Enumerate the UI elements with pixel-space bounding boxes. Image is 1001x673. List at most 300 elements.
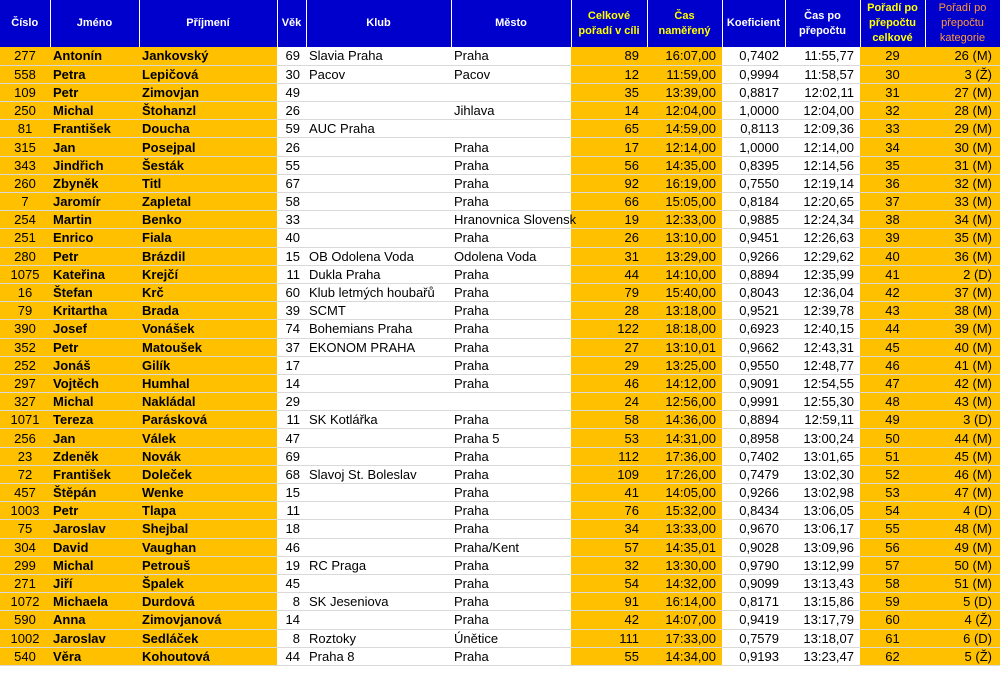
table-row[interactable] <box>0 156 1000 174</box>
table-row[interactable] <box>0 629 1000 647</box>
cell-last-name: Doucha <box>139 120 277 138</box>
cell-club <box>306 520 451 538</box>
cell-category-rank: 49 (M) <box>925 538 1000 556</box>
cell-last-name: Petrouš <box>139 556 277 574</box>
table-row[interactable] <box>0 520 1000 538</box>
cell-corrected-time: 12:26,63 <box>785 229 860 247</box>
cell-category-rank: 4 (D) <box>925 502 1000 520</box>
table-row[interactable] <box>0 283 1000 301</box>
cell-number: 109 <box>0 83 50 101</box>
cell-last-name: Lepičová <box>139 65 277 83</box>
cell-club <box>306 447 451 465</box>
cell-measured-time: 14:59,00 <box>647 120 722 138</box>
cell-category-rank: 4 (Ž) <box>925 611 1000 629</box>
cell-category-rank: 40 (M) <box>925 338 1000 356</box>
cell-category-rank: 33 (M) <box>925 193 1000 211</box>
table-row[interactable] <box>0 393 1000 411</box>
cell-measured-time: 14:32,00 <box>647 574 722 592</box>
cell-first-name: František <box>50 120 139 138</box>
cell-category-rank: 27 (M) <box>925 83 1000 101</box>
cell-club <box>306 429 451 447</box>
cell-number: 72 <box>0 465 50 483</box>
cell-coefficient: 0,7402 <box>722 447 785 465</box>
col-header-corrected-time[interactable]: Čas po přepočtu <box>785 0 860 47</box>
cell-measured-time: 18:18,00 <box>647 320 722 338</box>
cell-last-name: Štohanzl <box>139 102 277 120</box>
cell-number: 558 <box>0 65 50 83</box>
cell-last-name: Posejpal <box>139 138 277 156</box>
table-row[interactable] <box>0 65 1000 83</box>
cell-city: Praha <box>451 593 571 611</box>
cell-corrected-rank: 32 <box>860 102 925 120</box>
cell-overall-finish: 55 <box>571 647 647 665</box>
cell-measured-time: 13:10,01 <box>647 338 722 356</box>
table-row[interactable] <box>0 356 1000 374</box>
cell-age: 46 <box>277 538 306 556</box>
cell-number: 1071 <box>0 411 50 429</box>
cell-first-name: Jan <box>50 429 139 447</box>
cell-corrected-time: 12:35,99 <box>785 265 860 283</box>
cell-corrected-rank: 50 <box>860 429 925 447</box>
cell-category-rank: 50 (M) <box>925 556 1000 574</box>
table-body <box>0 47 1000 665</box>
cell-number: 1002 <box>0 629 50 647</box>
cell-age: 14 <box>277 374 306 392</box>
cell-last-name: Matoušek <box>139 338 277 356</box>
cell-number: 540 <box>0 647 50 665</box>
cell-overall-finish: 27 <box>571 338 647 356</box>
cell-last-name: Sedláček <box>139 629 277 647</box>
cell-category-rank: 42 (M) <box>925 374 1000 392</box>
table-row[interactable] <box>0 538 1000 556</box>
cell-corrected-time: 13:06,05 <box>785 502 860 520</box>
col-header-last-name[interactable]: Příjmení <box>139 0 277 47</box>
cell-overall-finish: 31 <box>571 247 647 265</box>
table-row[interactable] <box>0 502 1000 520</box>
cell-measured-time: 16:07,00 <box>647 47 722 65</box>
cell-club: EKONOM PRAHA <box>306 338 451 356</box>
cell-corrected-time: 13:13,43 <box>785 574 860 592</box>
cell-corrected-time: 13:17,79 <box>785 611 860 629</box>
cell-number: 297 <box>0 374 50 392</box>
cell-number: 343 <box>0 156 50 174</box>
cell-number: 254 <box>0 211 50 229</box>
cell-category-rank: 41 (M) <box>925 356 1000 374</box>
cell-age: 8 <box>277 593 306 611</box>
table-row[interactable] <box>0 647 1000 665</box>
cell-corrected-rank: 44 <box>860 320 925 338</box>
cell-club <box>306 83 451 101</box>
cell-city: Jihlava <box>451 102 571 120</box>
cell-city: Praha <box>451 374 571 392</box>
table-row[interactable] <box>0 593 1000 611</box>
cell-club: RC Praga <box>306 556 451 574</box>
cell-city <box>451 83 571 101</box>
cell-number: 256 <box>0 429 50 447</box>
cell-overall-finish: 76 <box>571 502 647 520</box>
cell-overall-finish: 26 <box>571 229 647 247</box>
cell-age: 18 <box>277 520 306 538</box>
cell-measured-time: 14:10,00 <box>647 265 722 283</box>
cell-first-name: Kritartha <box>50 302 139 320</box>
cell-club: Praha 8 <box>306 647 451 665</box>
cell-measured-time: 17:26,00 <box>647 465 722 483</box>
cell-category-rank: 6 (D) <box>925 629 1000 647</box>
cell-number: 1075 <box>0 265 50 283</box>
cell-city: Praha <box>451 465 571 483</box>
cell-number: 252 <box>0 356 50 374</box>
cell-category-rank: 37 (M) <box>925 283 1000 301</box>
cell-corrected-time: 13:01,65 <box>785 447 860 465</box>
cell-corrected-rank: 45 <box>860 338 925 356</box>
cell-city: Praha 5 <box>451 429 571 447</box>
cell-first-name: Anna <box>50 611 139 629</box>
cell-corrected-rank: 56 <box>860 538 925 556</box>
cell-age: 74 <box>277 320 306 338</box>
cell-age: 59 <box>277 120 306 138</box>
cell-overall-finish: 89 <box>571 47 647 65</box>
cell-corrected-rank: 53 <box>860 484 925 502</box>
cell-first-name: Jaromír <box>50 193 139 211</box>
cell-last-name: Benko <box>139 211 277 229</box>
cell-club <box>306 229 451 247</box>
cell-overall-finish: 41 <box>571 484 647 502</box>
cell-age: 55 <box>277 156 306 174</box>
cell-category-rank: 3 (Ž) <box>925 65 1000 83</box>
cell-measured-time: 14:35,01 <box>647 538 722 556</box>
cell-coefficient: 0,9451 <box>722 229 785 247</box>
cell-coefficient: 0,9662 <box>722 338 785 356</box>
cell-coefficient: 0,9550 <box>722 356 785 374</box>
cell-first-name: Kateřina <box>50 265 139 283</box>
cell-coefficient: 0,9266 <box>722 247 785 265</box>
cell-city: Praha <box>451 193 571 211</box>
cell-coefficient: 0,9099 <box>722 574 785 592</box>
cell-first-name: Josef <box>50 320 139 338</box>
cell-coefficient: 0,7479 <box>722 465 785 483</box>
cell-overall-finish: 34 <box>571 520 647 538</box>
cell-last-name: Brázdil <box>139 247 277 265</box>
cell-number: 280 <box>0 247 50 265</box>
cell-corrected-time: 13:02,98 <box>785 484 860 502</box>
header-row <box>0 0 1000 47</box>
table-row[interactable] <box>0 484 1000 502</box>
cell-measured-time: 12:04,00 <box>647 102 722 120</box>
cell-first-name: Jonáš <box>50 356 139 374</box>
cell-first-name: Zdeněk <box>50 447 139 465</box>
table-row[interactable] <box>0 320 1000 338</box>
cell-corrected-rank: 41 <box>860 265 925 283</box>
cell-overall-finish: 112 <box>571 447 647 465</box>
cell-last-name: Krč <box>139 283 277 301</box>
table-row[interactable] <box>0 374 1000 392</box>
cell-age: 14 <box>277 611 306 629</box>
table-row[interactable] <box>0 193 1000 211</box>
cell-city: Praha <box>451 338 571 356</box>
table-row[interactable] <box>0 229 1000 247</box>
cell-age: 45 <box>277 574 306 592</box>
table-row[interactable] <box>0 265 1000 283</box>
cell-club: SCMT <box>306 302 451 320</box>
cell-age: 33 <box>277 211 306 229</box>
cell-number: 16 <box>0 283 50 301</box>
table-row[interactable] <box>0 429 1000 447</box>
cell-category-rank: 35 (M) <box>925 229 1000 247</box>
cell-overall-finish: 14 <box>571 102 647 120</box>
cell-number: 23 <box>0 447 50 465</box>
table-row[interactable] <box>0 338 1000 356</box>
cell-corrected-time: 12:19,14 <box>785 174 860 192</box>
cell-coefficient: 0,9091 <box>722 374 785 392</box>
cell-last-name: Humhal <box>139 374 277 392</box>
cell-corrected-time: 12:24,34 <box>785 211 860 229</box>
col-header-coefficient[interactable]: Koeficient <box>722 0 785 47</box>
cell-age: 11 <box>277 411 306 429</box>
cell-measured-time: 17:36,00 <box>647 447 722 465</box>
cell-number: 271 <box>0 574 50 592</box>
cell-coefficient: 0,8817 <box>722 83 785 101</box>
cell-measured-time: 14:07,00 <box>647 611 722 629</box>
cell-city: Praha <box>451 356 571 374</box>
cell-city: Hranovnica Slovensk <box>451 211 571 229</box>
cell-number: 7 <box>0 193 50 211</box>
table-row[interactable] <box>0 102 1000 120</box>
cell-first-name: Věra <box>50 647 139 665</box>
cell-coefficient: 0,9193 <box>722 647 785 665</box>
cell-city: Praha <box>451 520 571 538</box>
table-row[interactable] <box>0 138 1000 156</box>
table-row[interactable] <box>0 302 1000 320</box>
cell-age: 17 <box>277 356 306 374</box>
table-row[interactable] <box>0 211 1000 229</box>
cell-city: Praha <box>451 647 571 665</box>
cell-measured-time: 15:32,00 <box>647 502 722 520</box>
cell-club <box>306 502 451 520</box>
cell-corrected-rank: 61 <box>860 629 925 647</box>
table-row[interactable] <box>0 120 1000 138</box>
cell-coefficient: 0,9790 <box>722 556 785 574</box>
cell-first-name: Michal <box>50 102 139 120</box>
cell-last-name: Nakládal <box>139 393 277 411</box>
cell-overall-finish: 92 <box>571 174 647 192</box>
cell-club: Dukla Praha <box>306 265 451 283</box>
cell-measured-time: 14:34,00 <box>647 647 722 665</box>
cell-last-name: Vaughan <box>139 538 277 556</box>
cell-age: 58 <box>277 193 306 211</box>
table-row[interactable] <box>0 83 1000 101</box>
col-header-club[interactable]: Klub <box>306 0 451 47</box>
cell-number: 1072 <box>0 593 50 611</box>
cell-club <box>306 138 451 156</box>
cell-category-rank: 32 (M) <box>925 174 1000 192</box>
cell-number: 250 <box>0 102 50 120</box>
cell-club: AUC Praha <box>306 120 451 138</box>
cell-last-name: Kohoutová <box>139 647 277 665</box>
cell-first-name: Petr <box>50 502 139 520</box>
cell-first-name: Michal <box>50 393 139 411</box>
col-header-category-rank[interactable]: Pořadí po přepočtu kategorie <box>925 0 1000 47</box>
cell-number: 79 <box>0 302 50 320</box>
table-row[interactable] <box>0 174 1000 192</box>
table-row[interactable] <box>0 465 1000 483</box>
cell-last-name: Vonášek <box>139 320 277 338</box>
cell-number: 390 <box>0 320 50 338</box>
cell-club: Klub letmých houbařů <box>306 283 451 301</box>
cell-club: SK Kotlářka <box>306 411 451 429</box>
cell-corrected-rank: 48 <box>860 393 925 411</box>
cell-coefficient: 0,9266 <box>722 484 785 502</box>
col-header-city[interactable]: Město <box>451 0 571 47</box>
cell-overall-finish: 109 <box>571 465 647 483</box>
cell-overall-finish: 58 <box>571 411 647 429</box>
cell-last-name: Doleček <box>139 465 277 483</box>
col-header-age[interactable]: Věk <box>277 0 306 47</box>
cell-coefficient: 0,9670 <box>722 520 785 538</box>
table-row[interactable] <box>0 556 1000 574</box>
cell-corrected-rank: 47 <box>860 374 925 392</box>
table-row[interactable] <box>0 447 1000 465</box>
cell-corrected-time: 12:20,65 <box>785 193 860 211</box>
cell-club: Roztoky <box>306 629 451 647</box>
cell-measured-time: 16:14,00 <box>647 593 722 611</box>
cell-measured-time: 14:05,00 <box>647 484 722 502</box>
table-row[interactable] <box>0 47 1000 65</box>
cell-first-name: David <box>50 538 139 556</box>
cell-city: Praha <box>451 574 571 592</box>
cell-overall-finish: 66 <box>571 193 647 211</box>
cell-measured-time: 12:14,00 <box>647 138 722 156</box>
cell-last-name: Novák <box>139 447 277 465</box>
table-row[interactable] <box>0 247 1000 265</box>
cell-club <box>306 484 451 502</box>
cell-category-rank: 3 (D) <box>925 411 1000 429</box>
cell-corrected-time: 13:00,24 <box>785 429 860 447</box>
cell-coefficient: 0,7579 <box>722 629 785 647</box>
cell-overall-finish: 19 <box>571 211 647 229</box>
cell-number: 1003 <box>0 502 50 520</box>
cell-number: 327 <box>0 393 50 411</box>
cell-club <box>306 174 451 192</box>
cell-coefficient: 0,8171 <box>722 593 785 611</box>
cell-club: SK Jeseniova <box>306 593 451 611</box>
cell-city: Praha <box>451 447 571 465</box>
cell-city: Praha <box>451 302 571 320</box>
cell-number: 315 <box>0 138 50 156</box>
cell-number: 457 <box>0 484 50 502</box>
cell-overall-finish: 28 <box>571 302 647 320</box>
cell-coefficient: 0,8958 <box>722 429 785 447</box>
cell-overall-finish: 42 <box>571 611 647 629</box>
cell-measured-time: 12:33,00 <box>647 211 722 229</box>
cell-coefficient: 0,7550 <box>722 174 785 192</box>
cell-measured-time: 13:25,00 <box>647 356 722 374</box>
cell-city: Praha <box>451 229 571 247</box>
cell-first-name: Tereza <box>50 411 139 429</box>
cell-coefficient: 0,9028 <box>722 538 785 556</box>
cell-first-name: Jan <box>50 138 139 156</box>
cell-first-name: Jaroslav <box>50 629 139 647</box>
cell-measured-time: 11:59,00 <box>647 65 722 83</box>
cell-last-name: Špalek <box>139 574 277 592</box>
col-header-corrected-rank[interactable]: Pořadí po přepočtu celkové <box>860 0 925 47</box>
cell-age: 67 <box>277 174 306 192</box>
cell-measured-time: 14:35,00 <box>647 156 722 174</box>
cell-corrected-time: 12:14,56 <box>785 156 860 174</box>
cell-corrected-time: 12:48,77 <box>785 356 860 374</box>
cell-club <box>306 193 451 211</box>
cell-category-rank: 48 (M) <box>925 520 1000 538</box>
cell-corrected-rank: 58 <box>860 574 925 592</box>
cell-measured-time: 13:33,00 <box>647 520 722 538</box>
cell-coefficient: 0,9991 <box>722 393 785 411</box>
cell-corrected-time: 12:43,31 <box>785 338 860 356</box>
cell-overall-finish: 29 <box>571 356 647 374</box>
cell-corrected-rank: 29 <box>860 47 925 65</box>
cell-coefficient: 0,8113 <box>722 120 785 138</box>
cell-age: 26 <box>277 138 306 156</box>
cell-first-name: Martin <box>50 211 139 229</box>
cell-last-name: Tlapa <box>139 502 277 520</box>
cell-coefficient: 0,8894 <box>722 265 785 283</box>
cell-measured-time: 15:05,00 <box>647 193 722 211</box>
cell-city: Odolena Voda <box>451 247 571 265</box>
cell-age: 47 <box>277 429 306 447</box>
cell-coefficient: 0,9885 <box>722 211 785 229</box>
cell-category-rank: 51 (M) <box>925 574 1000 592</box>
cell-age: 15 <box>277 484 306 502</box>
table-row[interactable] <box>0 611 1000 629</box>
col-header-overall-finish[interactable]: Celkové pořadí v cíli <box>571 0 647 47</box>
cell-overall-finish: 44 <box>571 265 647 283</box>
cell-last-name: Zimovjan <box>139 83 277 101</box>
cell-corrected-time: 12:02,11 <box>785 83 860 101</box>
table-row[interactable] <box>0 574 1000 592</box>
cell-corrected-rank: 40 <box>860 247 925 265</box>
cell-number: 304 <box>0 538 50 556</box>
cell-corrected-time: 12:55,30 <box>785 393 860 411</box>
cell-overall-finish: 53 <box>571 429 647 447</box>
cell-category-rank: 31 (M) <box>925 156 1000 174</box>
cell-overall-finish: 65 <box>571 120 647 138</box>
cell-number: 251 <box>0 229 50 247</box>
cell-city: Praha <box>451 320 571 338</box>
cell-age: 15 <box>277 247 306 265</box>
cell-corrected-time: 11:58,57 <box>785 65 860 83</box>
cell-corrected-time: 12:39,78 <box>785 302 860 320</box>
cell-first-name: Jiří <box>50 574 139 592</box>
cell-first-name: Štěpán <box>50 484 139 502</box>
table-row[interactable] <box>0 411 1000 429</box>
cell-category-rank: 44 (M) <box>925 429 1000 447</box>
cell-last-name: Krejčí <box>139 265 277 283</box>
cell-age: 68 <box>277 465 306 483</box>
cell-corrected-time: 11:55,77 <box>785 47 860 65</box>
col-header-measured-time[interactable]: Čas naměřený <box>647 0 722 47</box>
cell-measured-time: 13:39,00 <box>647 83 722 101</box>
cell-last-name: Shejbal <box>139 520 277 538</box>
cell-overall-finish: 111 <box>571 629 647 647</box>
col-header-first-name[interactable]: Jméno <box>50 0 139 47</box>
cell-category-rank: 46 (M) <box>925 465 1000 483</box>
cell-corrected-time: 12:36,04 <box>785 283 860 301</box>
cell-category-rank: 39 (M) <box>925 320 1000 338</box>
cell-overall-finish: 12 <box>571 65 647 83</box>
cell-corrected-rank: 35 <box>860 156 925 174</box>
cell-corrected-rank: 33 <box>860 120 925 138</box>
col-header-number[interactable]: Číslo <box>0 0 50 47</box>
cell-category-rank: 5 (Ž) <box>925 647 1000 665</box>
cell-first-name: Zbyněk <box>50 174 139 192</box>
